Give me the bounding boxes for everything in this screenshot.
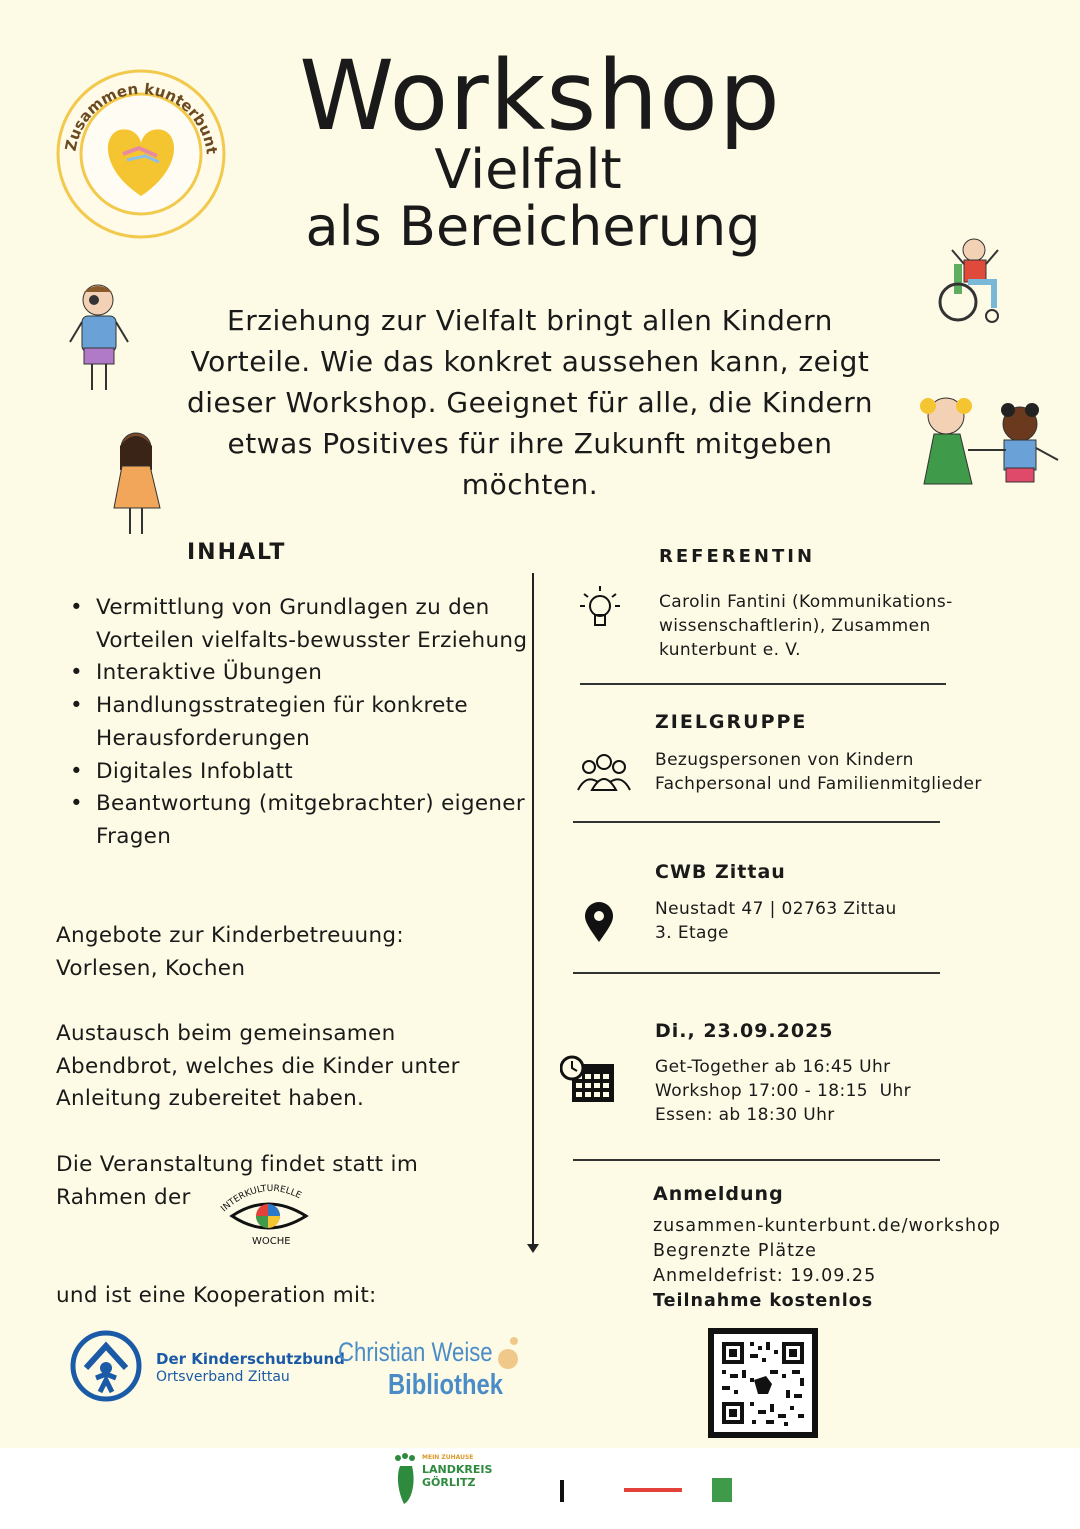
anmeldung-plaetze: Begrenzte Plätze: [653, 1241, 817, 1261]
kinderschutzbund-emblem-icon: [70, 1330, 142, 1402]
qr-code[interactable]: [708, 1328, 818, 1438]
zielgruppe-line-2: Fachpersonal und Familienmitglieder: [655, 774, 982, 794]
anmeldung-kosten: Teilnahme kostenlos: [653, 1291, 874, 1311]
landkreis-tagline: MEIN ZUHAUSE: [422, 1454, 474, 1461]
termin-line-3: Essen: ab 18:30 Uhr: [655, 1105, 835, 1125]
abendbrot-text: Austausch beim gemeinsamen Abendbrot, welches die Kinder unter Anleitung zubereitet haben.: [56, 1021, 460, 1111]
landkreis-name: GÖRLITZ: [422, 1476, 476, 1489]
kinderschutzbund-ortsverband: Ortsverband Zittau: [156, 1369, 290, 1385]
zielgruppe-heading: ZIELGRUPPE: [655, 711, 808, 733]
group-icon: [576, 746, 632, 802]
lightbulb-icon: [574, 580, 630, 636]
divider-line: [573, 821, 940, 823]
anmeldung-url[interactable]: zusammen-kunterbunt.de/workshop: [653, 1216, 1001, 1236]
referentin-text: Carolin Fantini (Kommunikations-wissenschaftlerin), Zusammen kunterbunt e. V.: [659, 592, 953, 660]
landkreis-label: LANDKREIS: [422, 1463, 493, 1476]
subtitle-line-2: als Bereicherung: [305, 195, 761, 258]
kooperation-text: und ist eine Kooperation mit:: [56, 1283, 377, 1308]
intro-text: Erziehung zur Vielfalt bringt allen Kindern Vorteile. Wie das konkret aussehen kann, zeigt dieser Workshop. Geeignet für alle, die Kindern etwas Positives für ihre Zukunft mitgeben möchten.: [186, 304, 874, 501]
child-illustration-eyepatch: [64, 282, 134, 400]
bibliothek-name-line2: Bibliothek: [388, 1369, 503, 1401]
divider-line: [573, 1159, 940, 1161]
ort-heading: CWB Zittau: [655, 861, 786, 883]
landkreis-footprint-icon: [392, 1452, 418, 1506]
inhalt-list: [56, 592, 536, 854]
rahmen-text: Die Veranstaltung findet statt im Rahmen der: [56, 1152, 419, 1210]
child-illustration-wheelchair: [936, 236, 1008, 328]
interkulturelle-woche-logo: [218, 1178, 318, 1248]
child-illustration-orange-dress: [108, 430, 170, 540]
kinderbetreuung-text: Angebote zur Kinderbetreuung: Vorlesen, Kochen: [56, 923, 404, 981]
landkreis-goerlitz-logo: [392, 1452, 492, 1508]
anmeldung-frist: Anmeldefrist: 19.09.25: [653, 1266, 877, 1286]
divider-line: [573, 972, 940, 974]
ort-line-1: Neustadt 47 | 02763 Zittau: [655, 899, 897, 919]
bmfsfj-funding-logo: [560, 1468, 630, 1504]
sachsen-funding-logo: [712, 1468, 782, 1508]
footer-strip: [0, 1448, 1080, 1529]
christian-weise-bibliothek-logo: [338, 1335, 538, 1403]
location-pin-icon: [571, 896, 627, 952]
list-item: • Vermittlung von Grundlagen zu den Vorteilen vielfalts-bewusster Erziehung: [96, 592, 536, 657]
svg-text:WOCHE: WOCHE: [252, 1236, 291, 1247]
termin-heading: Di., 23.09.2025: [655, 1020, 834, 1042]
svg-text:INTERKULTURELLE: INTERKULTURELLE: [219, 1183, 303, 1215]
logo-text: Zusammen kunterbunt: [61, 79, 221, 156]
list-item: • Interaktive Übungen: [96, 657, 536, 690]
subtitle-line-1: Vielfalt: [434, 138, 622, 201]
calendar-clock-icon: [560, 1054, 616, 1110]
anmeldung-heading: Anmeldung: [653, 1183, 784, 1205]
ort-line-2: 3. Etage: [655, 923, 729, 943]
termin-line-1: Get-Together ab 16:45 Uhr: [655, 1057, 891, 1077]
column-divider: [532, 573, 534, 1251]
divider-line: [580, 683, 946, 685]
kinderschutzbund-name: Der Kinderschutzbund: [156, 1350, 345, 1368]
termin-line-2: Workshop 17:00 - 18:15 Uhr: [655, 1081, 912, 1101]
divider-arrow: [527, 1244, 539, 1253]
list-item: • Digitales Infoblatt: [96, 756, 536, 789]
children-holding-hands-illustration: [906, 388, 1064, 506]
list-item: • Beantwortung (mitgebrachter) eigener Fragen: [96, 788, 536, 853]
page-title: Workshop: [299, 40, 781, 152]
list-item: • Handlungsstrategien für konkrete Herausforderungen: [96, 690, 536, 755]
zielgruppe-line-1: Bezugspersonen von Kindern: [655, 750, 914, 770]
kinderschutzbund-logo: [70, 1330, 345, 1402]
inhalt-heading: INHALT: [187, 540, 287, 565]
referentin-heading: REFERENTIN: [659, 546, 816, 567]
bibliothek-ornament-icon: [496, 1335, 524, 1375]
demokratie-leben-logo: [624, 1468, 688, 1504]
bibliothek-name-line1: Christian Weise: [338, 1337, 493, 1367]
